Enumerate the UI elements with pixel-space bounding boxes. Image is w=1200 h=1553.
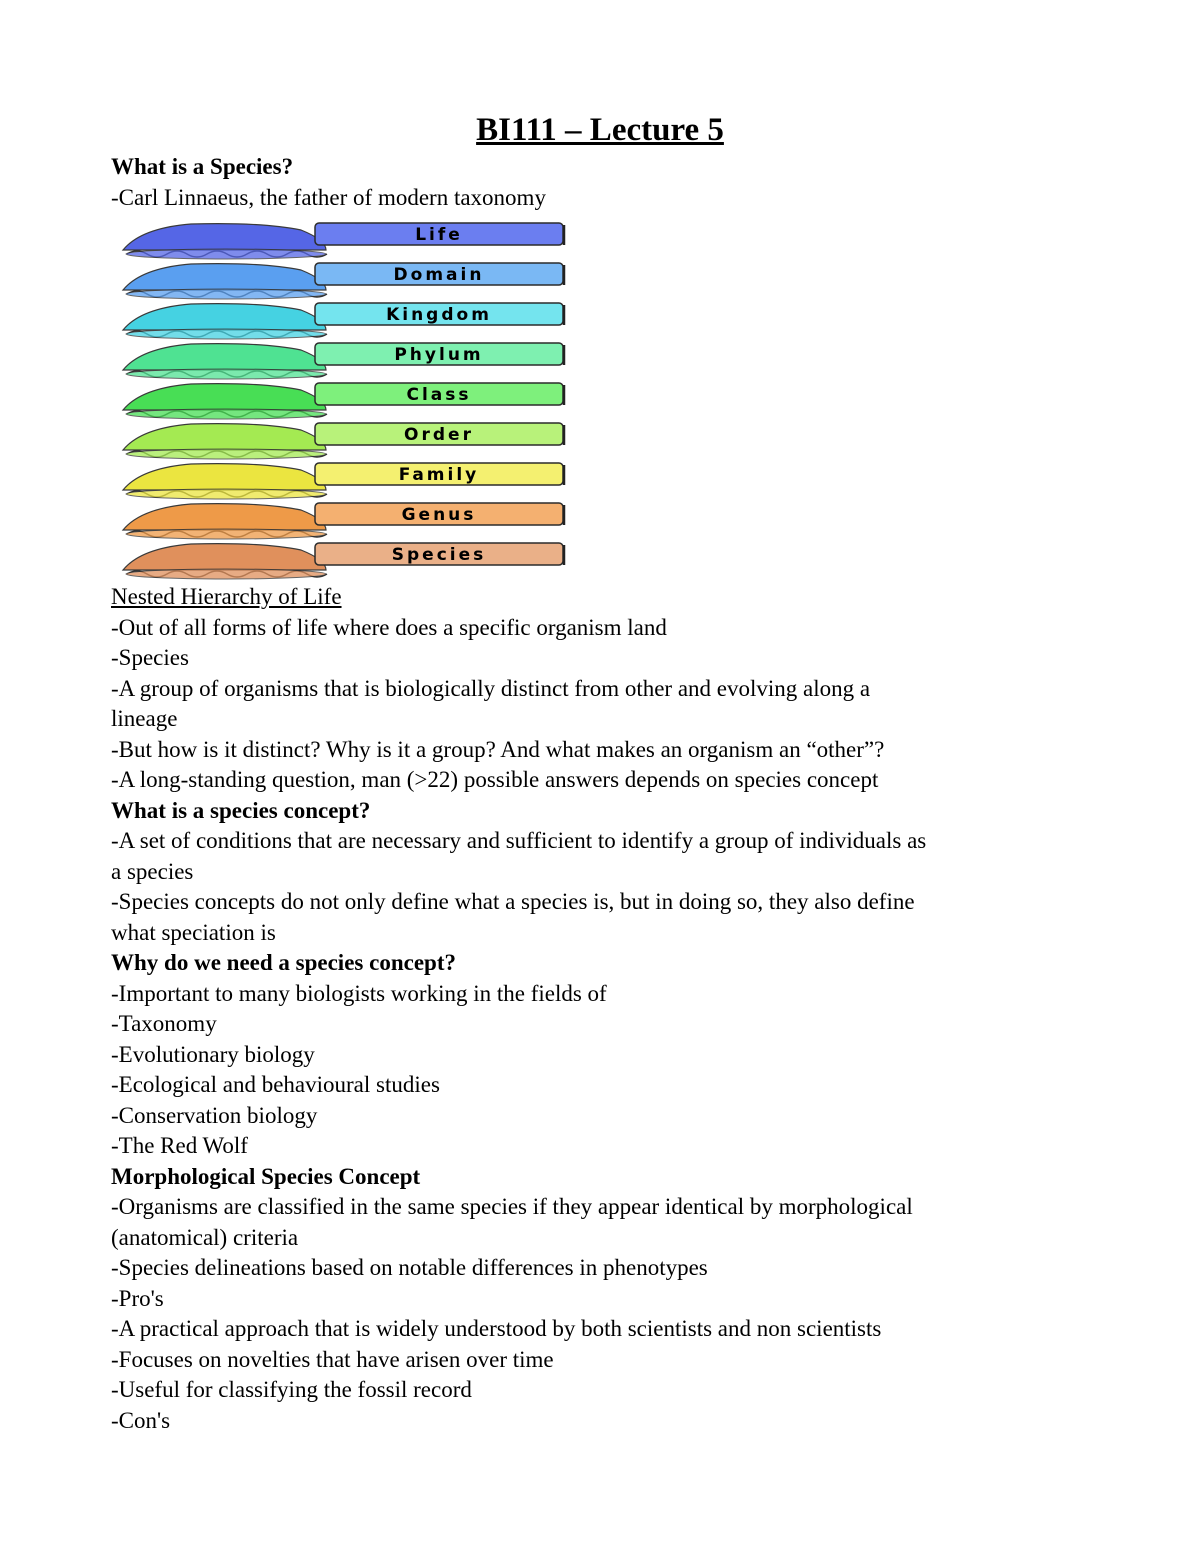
level-rim-ellipse-species bbox=[126, 569, 326, 579]
level-phylum bbox=[123, 343, 564, 379]
text-line: -But how is it distinct? Why is it a group? And what makes an organism an “other”? bbox=[111, 736, 885, 762]
level-label-family: Family bbox=[398, 465, 480, 485]
body-text bbox=[111, 582, 1096, 1436]
text-line: -Taxonomy bbox=[111, 1011, 217, 1036]
text-line: -Species bbox=[111, 645, 189, 670]
level-bowl-species bbox=[123, 544, 326, 570]
taxonomy-hierarchy-diagram bbox=[111, 214, 571, 586]
text-line: lineage bbox=[111, 706, 178, 731]
level-domain bbox=[123, 263, 564, 299]
text-line: -Focuses on novelties that have arisen over time bbox=[111, 1346, 554, 1372]
text-line: -Species concepts do not only define what a species is, but in doing so, they also define bbox=[111, 889, 915, 914]
heading-what-is-species: What is a Species? bbox=[111, 154, 294, 179]
level-class bbox=[123, 383, 564, 419]
level-bowl-genus bbox=[123, 504, 326, 530]
page-title: BI111 – Lecture 5 bbox=[476, 112, 724, 148]
level-label-order: Order bbox=[404, 425, 474, 445]
level-label-domain: Domain bbox=[393, 265, 485, 285]
heading-species-concept: What is a species concept? bbox=[111, 797, 371, 823]
text-line: -Evolutionary biology bbox=[111, 1041, 315, 1067]
text-line: -Ecological and behavioural studies bbox=[111, 1072, 440, 1097]
level-label-phylum: Phylum bbox=[394, 345, 484, 365]
level-rim-ellipse-life bbox=[126, 249, 326, 259]
text-line: -A practical approach that is widely understood by both scientists and non scientists bbox=[111, 1316, 882, 1341]
text-line: what speciation is bbox=[111, 919, 276, 945]
level-rim-ellipse-domain bbox=[126, 289, 326, 299]
level-label-genus: Genus bbox=[401, 505, 477, 525]
level-rim-ellipse-class bbox=[126, 409, 326, 419]
level-label-class: Class bbox=[406, 385, 472, 405]
text-line: -Con's bbox=[111, 1407, 171, 1433]
text-line: -Conservation biology bbox=[111, 1102, 318, 1128]
level-bowl-family bbox=[123, 464, 326, 490]
text-line: -Important to many biologists working in the fields of bbox=[111, 980, 607, 1006]
text-line: -A long-standing question, man (>22) possible answers depends on species concept bbox=[111, 767, 879, 792]
text-line: -A group of organisms that is biologically distinct from other and evolving along a bbox=[111, 675, 871, 701]
level-life bbox=[123, 223, 564, 259]
level-label-life: Life bbox=[415, 225, 463, 245]
text-line: -A set of conditions that are necessary and sufficient to identify a group of individuals as bbox=[111, 828, 927, 853]
level-genus bbox=[123, 503, 564, 539]
level-label-kingdom: Kingdom bbox=[386, 305, 492, 325]
heading-morphological-concept: Morphological Species Concept bbox=[111, 1163, 421, 1189]
intro-section bbox=[111, 152, 1096, 213]
text-line: -Out of all forms of life where does a specific organism land bbox=[111, 614, 667, 640]
heading-nested-hierarchy: Nested Hierarchy of Life bbox=[111, 584, 342, 609]
level-label-species: Species bbox=[391, 545, 487, 565]
level-bowl-phylum bbox=[123, 344, 326, 370]
level-rim-ellipse-order bbox=[126, 449, 326, 459]
text-line: (anatomical) criteria bbox=[111, 1224, 299, 1250]
level-bowl-life bbox=[123, 224, 326, 250]
text-line: -Organisms are classified in the same species if they appear identical by morphological bbox=[111, 1194, 913, 1219]
text-line: -Pro's bbox=[111, 1285, 164, 1311]
level-family bbox=[123, 463, 564, 499]
level-rim-ellipse-family bbox=[126, 489, 326, 499]
text-line: -Useful for classifying the fossil record bbox=[111, 1377, 472, 1402]
level-bowl-kingdom bbox=[123, 304, 326, 330]
heading-why-species-concept: Why do we need a species concept? bbox=[111, 950, 456, 975]
text-line: -The Red Wolf bbox=[111, 1133, 248, 1158]
taxonomy-hierarchy-figure bbox=[111, 214, 571, 586]
level-order bbox=[123, 423, 564, 459]
level-bowl-class bbox=[123, 384, 326, 410]
level-bowl-domain bbox=[123, 264, 326, 290]
text-line: -Species delineations based on notable differences in phenotypes bbox=[111, 1255, 708, 1280]
level-kingdom bbox=[123, 303, 564, 339]
text-line: -Carl Linnaeus, the father of modern taxonomy bbox=[111, 184, 546, 210]
level-species bbox=[123, 543, 564, 579]
level-rim-ellipse-kingdom bbox=[126, 329, 326, 339]
level-rim-ellipse-phylum bbox=[126, 369, 326, 379]
level-rim-ellipse-genus bbox=[126, 529, 326, 539]
text-line: a species bbox=[111, 858, 194, 884]
level-bowl-order bbox=[123, 424, 326, 450]
